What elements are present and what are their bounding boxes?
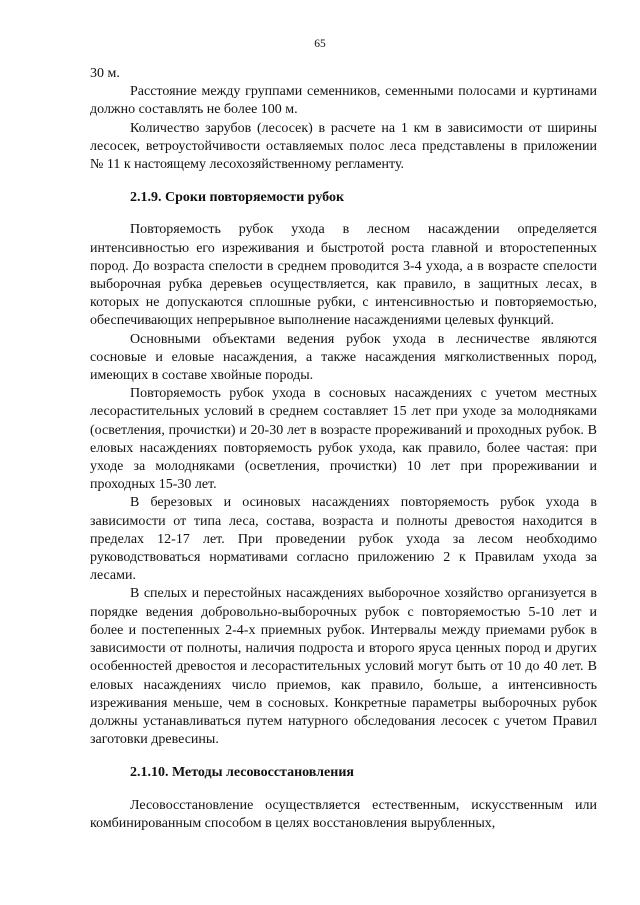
- section-heading-logging-frequency: 2.1.9. Сроки повторяемости рубок: [130, 190, 345, 206]
- paragraph: В березовых и осиновых насаждениях повторяемость рубок ухода в зависимости от типа леса, состава, возраста и полноты древостоя находится в пределах 12-17 лет. При проведении рубок ухода за лесом необходимо руководствоваться нормативами согласно приложению 2 к Правилам ухода за лесами.: [90, 495, 597, 584]
- page-content: [90, 65, 597, 833]
- section-heading-reforestation-methods: 2.1.10. Методы лесовосстановления: [130, 765, 354, 781]
- paragraph: Лесовосстановление осуществляется естественным, искусственным или комбинированным способом в целях восстановления вырубленных,: [90, 797, 597, 831]
- paragraph: Основными объектами ведения рубок ухода в лесничестве являются сосновые и еловые насаждения, а также насаждения мягколиственных пород, имеющих в составе хвойные породы.: [90, 331, 597, 384]
- paragraph: Расстояние между группами семенников, семенными полосами и куртинами должно составлять не более 100 м.: [90, 84, 597, 118]
- paragraph: Повторяемость рубок ухода в сосновых насаждениях с учетом местных лесорастительных условий в среднем составляет 15 лет при уходе за молодняками (осветления, прочистки) и 20-30 лет в возрасте прореживаний и проходных рубок. В еловых насаждениях повторяемость рубок ухода, как правило, более частая: при уходе за молодняками (осветления, прочистки) 10 лет при прореживании и проходных 15-30 лет.: [90, 386, 597, 493]
- page-number: 65: [314, 38, 326, 50]
- paragraph: В спелых и перестойных насаждениях выборочное хозяйство организуется в порядке ведения добровольно-выборочных рубок с повторяемостью 5-10 лет и более и постепенных 2-4-х приемных рубок. Интервалы между приемами рубок в зависимости от полноты, наличия подроста и второго яруса ценных пород и других особенностей древостоя и лесорастительных условий могут быть от 10 до 40 лет. В еловых насаждениях число приемов, как правило, больше, а интенсивность изреживания меньше, чем в сосновых. Конкретные параметры выборочных рубок должны устанавливаться путем натурного обследования лесосек с учетом Правил заготовки древесины.: [90, 586, 597, 748]
- paragraph: Количество зарубов (лесосек) в расчете на 1 км в зависимости от ширины лесосек, ветроустойчивости оставляемых полос леса представлены в приложении № 11 к настоящему лесохозяйственному регламенту.: [90, 120, 597, 173]
- paragraph: Повторяемость рубок ухода в лесном насаждении определяется интенсивностью его изреживания и быстротой роста главной и второстепенных пород. До возраста спелости в среднем проводится 3-4 ухода, а в возрасте спелости выборочная рубка деревьев осуществляется, как правило, в защитных лесах, в которых не допускаются сплошные рубки, с интенсивностью и повторяемостью, обеспечивающих непрерывное выполнение насаждениями целевых функций.: [90, 222, 597, 329]
- paragraph-continuation: 30 м.: [90, 66, 120, 81]
